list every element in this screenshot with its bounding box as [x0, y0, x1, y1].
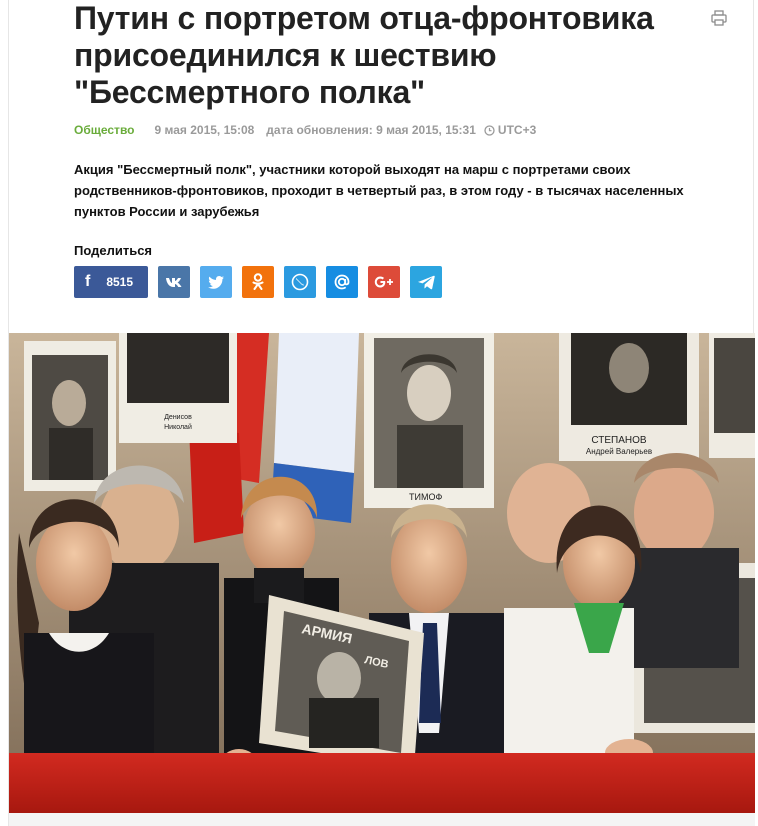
- facebook-share-count: 8515: [106, 275, 134, 289]
- mail-at-icon: [333, 273, 351, 291]
- timezone-label: UTC+3: [497, 123, 537, 137]
- article-photo: [9, 333, 755, 813]
- placard-name-5: Андрей Валерьев: [585, 447, 653, 456]
- odnoklassniki-share-button[interactable]: [242, 266, 274, 298]
- print-icon[interactable]: [711, 10, 727, 26]
- twitter-share-button[interactable]: [200, 266, 232, 298]
- article-card: [8, 0, 754, 826]
- vk-share-button[interactable]: [158, 266, 190, 298]
- odnoklassniki-icon: [252, 273, 264, 291]
- placard-3: [364, 333, 494, 508]
- facebook-share-button[interactable]: [74, 266, 148, 298]
- immortal-regiment-photo: [9, 333, 755, 813]
- facebook-icon: f: [85, 273, 91, 290]
- article-title: Путин с портретом отца-фронтовика присоединился к шествию "Бессмертного полка": [74, 0, 654, 110]
- google-plus-icon: [374, 275, 394, 289]
- footer-strip: [9, 813, 755, 826]
- placard-name-2: Николай: [164, 424, 192, 431]
- share-label: Поделиться: [74, 243, 153, 258]
- portrait-caption-2: ЛОВ: [363, 654, 390, 671]
- placard-name-4: СТЕПАНОВ: [591, 435, 647, 446]
- twitter-icon: [208, 276, 224, 289]
- telegram-icon: [418, 275, 435, 290]
- livejournal-icon: [291, 273, 309, 291]
- share-bar: [74, 266, 442, 298]
- red-banner: [9, 753, 755, 813]
- vk-icon: [165, 277, 183, 288]
- placard-4: [559, 333, 699, 461]
- placard-2: [119, 333, 237, 443]
- livejournal-share-button[interactable]: [284, 266, 316, 298]
- placard-5: [709, 333, 755, 458]
- article-meta: [74, 123, 536, 137]
- google-plus-share-button[interactable]: [368, 266, 400, 298]
- mail-share-button[interactable]: [326, 266, 358, 298]
- clock-icon: [484, 125, 495, 136]
- publish-date: 9 мая 2015, 15:08: [154, 123, 255, 137]
- article-lead: Акция "Бессмертный полк", участники которой выходят на марш с портретами своих родственников-фронтовиков, проходит в четвертый раз, в этом году - в тысячах населенных пунктов России и зарубежья: [74, 162, 684, 219]
- category-link[interactable]: Общество: [74, 123, 135, 137]
- portrait-caption-1: АРМИЯ: [300, 620, 354, 647]
- placard-1: [24, 341, 116, 491]
- timezone: [484, 123, 536, 137]
- update-date: дата обновления: 9 мая 2015, 15:31: [266, 123, 476, 137]
- placard-name-1: Денисов: [164, 414, 192, 421]
- placard-name-3: ТИМОФ: [409, 492, 443, 502]
- telegram-share-button[interactable]: [410, 266, 442, 298]
